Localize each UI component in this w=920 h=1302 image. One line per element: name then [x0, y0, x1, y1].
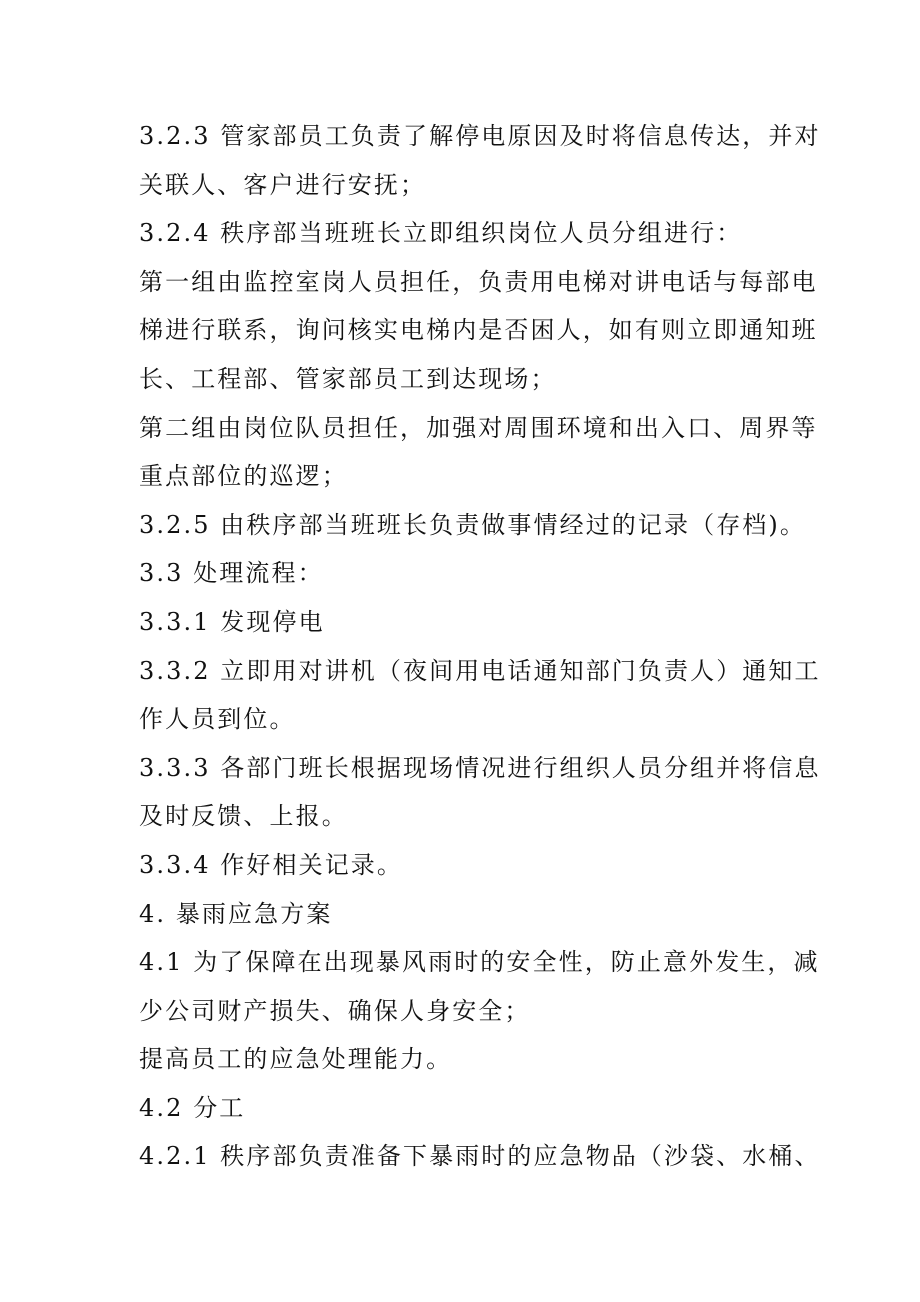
text-line: 提高员工的应急处理能力。	[139, 1045, 453, 1074]
text-line: 4.2 分工	[139, 1093, 246, 1122]
text-line: 关联人、客户进行安抚；	[139, 170, 427, 199]
text-line: 长、工程部、管家部员工到达现场；	[139, 364, 557, 393]
text-line: 3.2.3 管家部员工负责了解停电原因及时将信息传达，并对	[139, 122, 821, 150]
text-line: 第一组由监控室岗人员担任，负责用电梯对讲电话与每部电	[139, 267, 818, 296]
text-line: 少公司财产损失、确保人身安全；	[139, 996, 531, 1025]
text-line: 3.2.4 秩序部当班班长立即组织岗位人员分组进行：	[139, 219, 743, 248]
text-line: 4.2.1 秩序部负责准备下暴雨时的应急物品（沙袋、水桶、	[139, 1142, 821, 1171]
text-line: 第二组由岗位队员担任，加强对周围环境和出入口、周界等	[139, 413, 818, 442]
text-line: 重点部位的巡逻；	[139, 462, 348, 491]
text-line: 3.3 处理流程：	[139, 559, 324, 588]
text-line: 3.2.5 由秩序部当班班长负责做事情经过的记录（存档)。	[139, 510, 806, 539]
text-line: 4. 暴雨应急方案	[139, 899, 333, 928]
text-line: 4.1 为了保障在出现暴风雨时的安全性，防止意外发生，减	[139, 948, 820, 977]
text-line: 梯进行联系，询问核实电梯内是否困人，如有则立即通知班	[139, 316, 818, 345]
text-line: 3.3.3 各部门班长根据现场情况进行组织人员分组并将信息	[139, 753, 821, 782]
text-line: 作人员到位。	[139, 705, 296, 734]
text-line: 3.3.2 立即用对讲机（夜间用电话通知部门负责人）通知工	[139, 656, 821, 685]
text-line: 3.3.1 发现停电	[139, 607, 325, 636]
document-body	[139, 112, 821, 1181]
text-line: 及时反馈、上报。	[139, 802, 348, 831]
text-line: 3.3.4 作好相关记录。	[139, 850, 403, 879]
